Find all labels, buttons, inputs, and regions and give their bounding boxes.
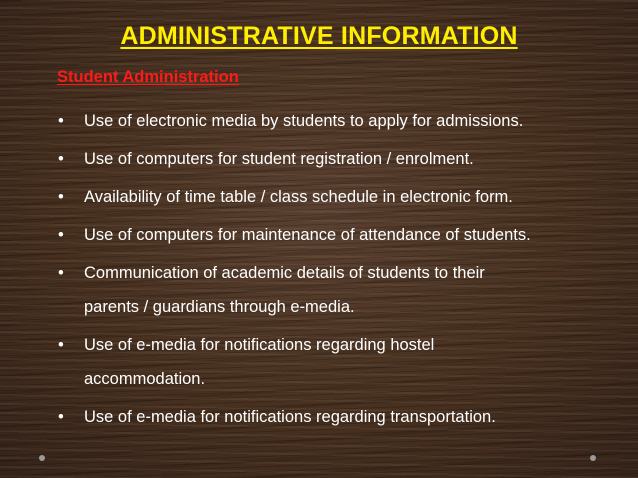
bullet-text: Availability of time table / class schedule in electronic form. [84,188,513,206]
bullet-item [56,328,616,396]
bullet-text: Communication of academic details of students to their [84,264,485,282]
bullet-text: Use of e-media for notifications regarding hostel [84,336,435,354]
bullet-text-continuation: accommodation. [84,370,206,388]
bullet-item [56,256,616,324]
decorative-dot-icon [590,455,596,461]
bullet-icon: • [58,112,64,130]
bullet-item [56,400,616,434]
bullet-text: Use of computers for maintenance of attendance of students. [84,226,531,244]
bullet-item [56,104,616,138]
section-subtitle: Student Administration [57,68,239,86]
bullet-icon: • [58,336,64,354]
decorative-dot-icon [39,455,45,461]
slide-title: ADMINISTRATIVE INFORMATION [120,22,518,50]
bullet-text: Use of computers for student registration / enrolment. [84,150,474,168]
bullet-text: Use of e-media for notifications regarding transportation. [84,408,496,426]
bullet-list [56,104,616,438]
bullet-text: Use of electronic media by students to apply for admissions. [84,112,524,130]
bullet-item [56,218,616,252]
bullet-item [56,180,616,214]
bullet-icon: • [58,150,64,168]
bullet-icon: • [58,264,64,282]
bullet-item [56,142,616,176]
bullet-icon: • [58,188,64,206]
bullet-icon: • [58,226,64,244]
bullet-icon: • [58,408,64,426]
bullet-text-continuation: parents / guardians through e-media. [84,298,355,316]
